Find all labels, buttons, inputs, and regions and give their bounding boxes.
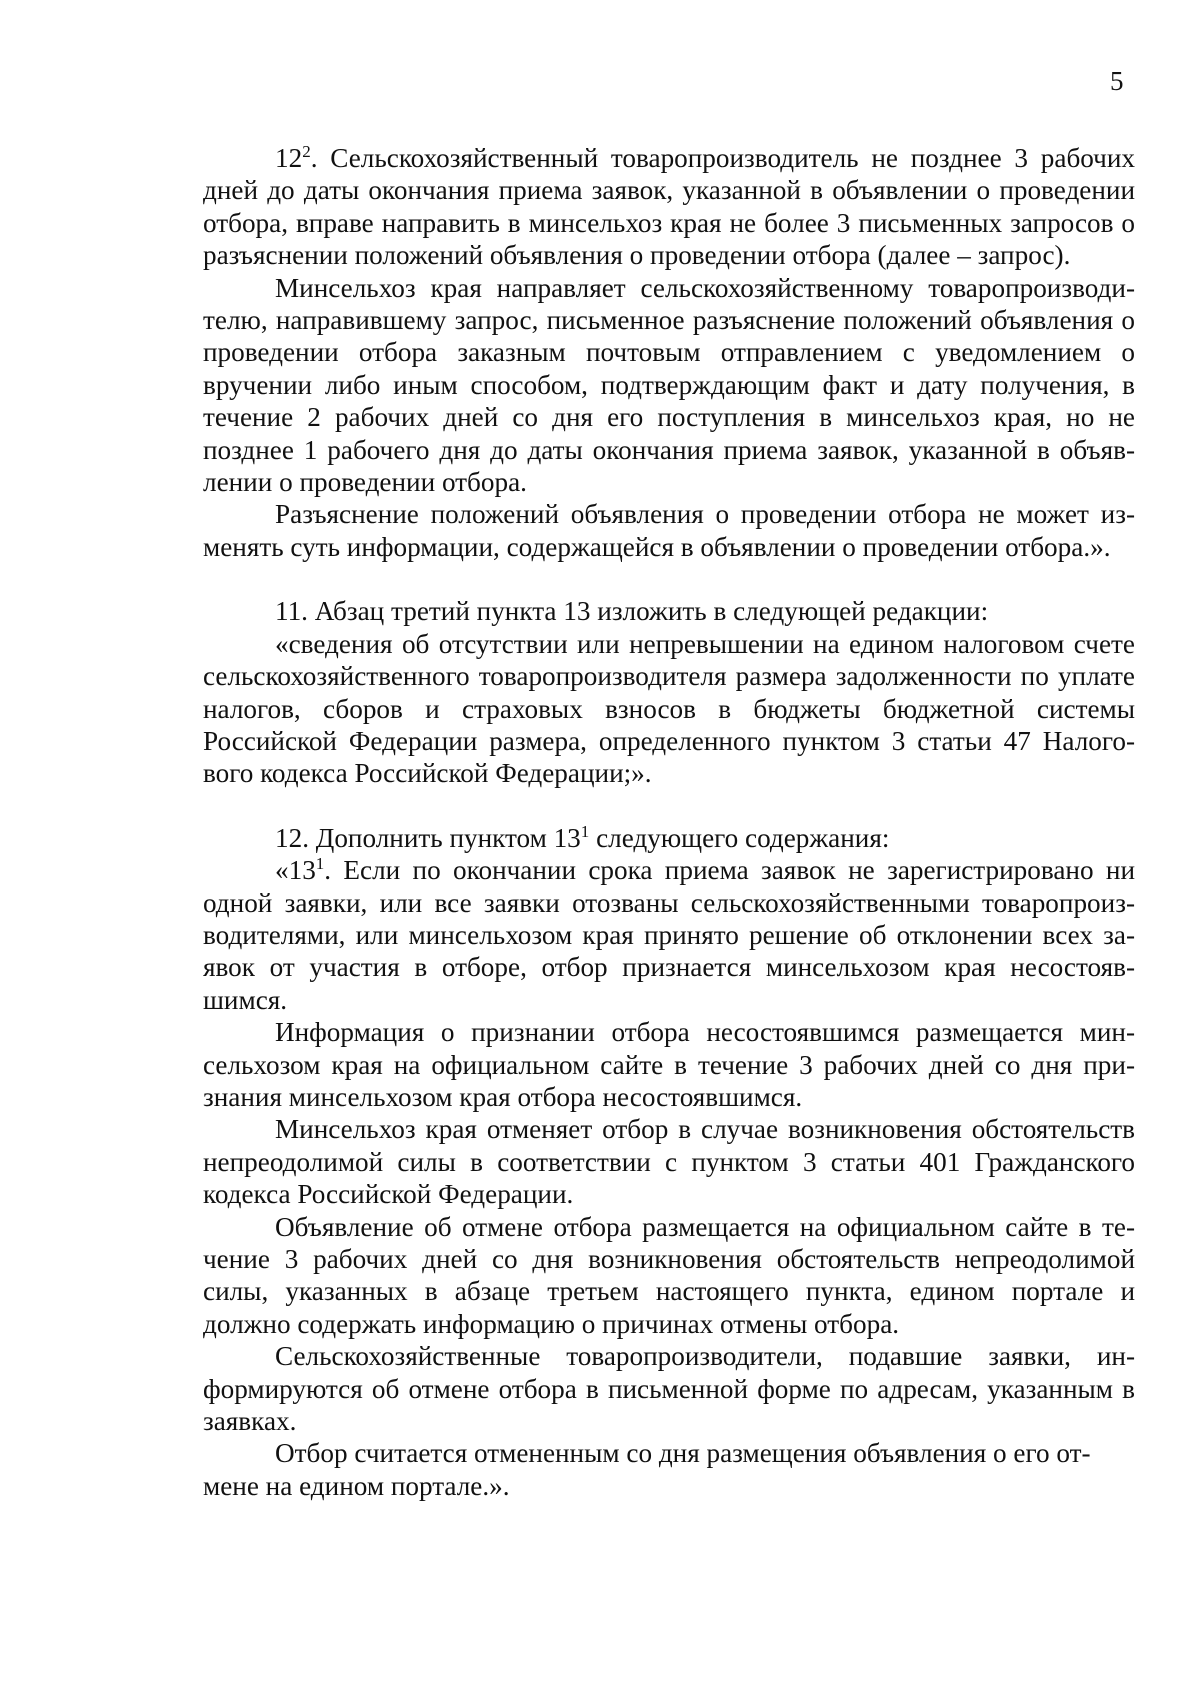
paragraph-tax-debt: «сведения об отсутствии или непревышении на едином налоговом счете сельскохозяйственного товаропроизводителя размера задолженности по уплате налогов, сборов и страховых взносов в бюджеты бюджетной системы Российской Федерации размера, определенного пунктом 3 статьи 47 Налогового кодекса Российской Федерации;».	[203, 628, 1135, 789]
paragraph-13-1: «$13^1$. Если по окончании срока приема заявок не зарегистрировано ни одной заявки, или все заявки отозваны сельскохозяйственными товаропроизводителями, или минсельхозом края принято решение об отклонении всех заявок от участия в отборе, отбор признается минсельхозом края несостоявшимся.	[203, 854, 1135, 1015]
paragraph-12-2: $12^2$. Сельскохозяйственный товаропроизводитель не позднее 3 рабочих дней до даты окончания приема заявок, указанной в объявлении о проведении отбора, вправе направить в минсельхоз края не более 3 письменных запросов о разъяснении положений объявления о проведении отбора (далее – запрос).	[203, 141, 1135, 271]
paragraph-failed-selection-info: Информация о признании отбора несостоявшимся размещается минсельхозом края на официальном сайте в течение 3 рабочих дней со дня признания минсельхозом края отбора несостоявшимся.	[203, 1017, 1135, 1112]
paragraph-cancellation-effective: Отбор считается отмененным со дня размещения объявления о его отмене на едином портале.».	[203, 1438, 1091, 1501]
paragraph-clarification-scope: Разъяснение положений объявления о проведении отбора не может изменять суть информации, содержащейся в объявлении о проведении отбора.».	[203, 499, 1135, 562]
document-body	[203, 142, 1135, 1502]
paragraph-clarification-procedure: Минсельхоз края направляет сельскохозяйственному товаропроизводителю, направившему запрос, письменное разъяснение положений объявления о проведении отбора заказным почтовым отправлением с уведомлением о вручении либо иным способом, подтверждающим факт и дату получения, в течение 2 рабочих дней со дня его поступления в минсельхоз края, но не позднее 1 рабочего дня до даты окончания приема заявок, указанной в объявлении о проведении отбора.	[203, 272, 1135, 498]
paragraph-applicants-informed: Сельскохозяйственные товаропроизводители, подавшие заявки, информируются об отмене отбора в письменной форме по адресам, указанным в заявках.	[203, 1341, 1135, 1437]
paragraph-force-majeure: Минсельхоз края отменяет отбор в случае возникновения обстоятельств непреодолимой силы в соответствии с пунктом 3 статьи 401 Гражданского кодекса Российской Федерации.	[203, 1114, 1135, 1210]
paragraph-cancellation-notice: Объявление об отмене отбора размещается на официальном сайте в течение 3 рабочих дней со дня возникновения обстоятельств непреодолимой силы, указанных в абзаце третьем настоящего пункта, едином портале и должно содержать информацию о причинах отмены отбора.	[203, 1211, 1135, 1339]
paragraph-item-11: 11. Абзац третий пункта 13 изложить в следующей редакции:	[275, 596, 989, 627]
paragraph-item-12: 12. Дополнить пунктом $13^1$ следующего содержания:	[275, 821, 890, 853]
page-number: 5	[1110, 66, 1124, 96]
